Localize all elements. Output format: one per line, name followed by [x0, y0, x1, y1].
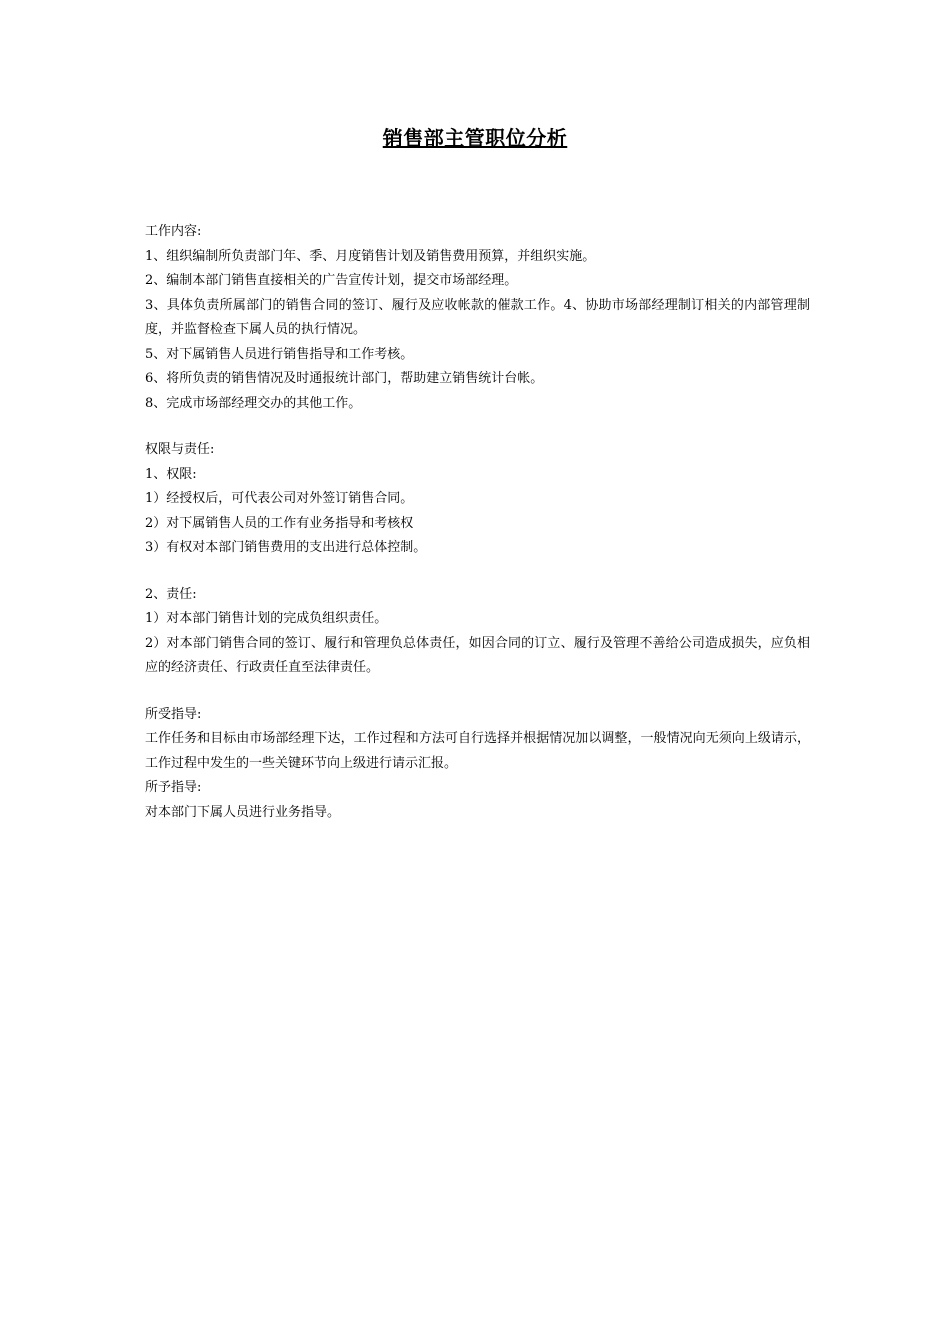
work-content-heading: 工作内容:	[145, 224, 202, 239]
responsibility-item-1: 1）对本部门销售计划的完成负组织责任。	[145, 611, 388, 626]
authority-item-3: 3）有权对本部门销售费用的支出进行总体控制。	[145, 540, 427, 555]
section-spacer	[145, 561, 810, 583]
work-item-1: 1、组织编制所负责部门年、季、月度销售计划及销售费用预算，并组织实施。	[145, 248, 596, 264]
work-item-3-4: 3、具体负责所属部门的销售合同的签订、履行及应收帐款的催款工作。4、协助市场部经理制订相关的内部管理制度，并监督检查下属人员的执行情况。	[145, 297, 810, 337]
document-body	[145, 220, 810, 825]
guidance-given-heading: 所予指导:	[145, 780, 202, 795]
authority-subheading: 1、权限:	[145, 466, 197, 482]
work-item-6: 6、将所负责的销售情况及时通报统计部门，帮助建立销售统计台帐。	[145, 371, 544, 386]
guidance-received-heading: 所受指导:	[145, 706, 202, 722]
responsibility-subheading: 2、责任:	[145, 586, 197, 602]
guidance-given-text: 对本部门下属人员进行业务指导。	[145, 804, 341, 820]
authority-item-1: 1）经授权后，可代表公司对外签订销售合同。	[145, 491, 414, 506]
authority-item-2: 2）对下属销售人员的工作有业务指导和考核权	[145, 515, 414, 531]
section-spacer	[145, 416, 810, 438]
work-item-5: 5、对下属销售人员进行销售指导和工作考核。	[145, 346, 414, 362]
authority-heading: 权限与责任:	[145, 442, 215, 457]
document-title: 销售部主管职位分析	[382, 126, 568, 150]
work-item-8: 8、完成市场部经理交办的其他工作。	[145, 395, 362, 411]
section-spacer	[145, 681, 810, 703]
guidance-received-text: 工作任务和目标由市场部经理下达，工作过程和方法可自行选择并根据情况加以调整，一般情况向无须向上级请示，工作过程中发生的一些关键环节向上级进行请示汇报。	[145, 731, 810, 771]
responsibility-item-2: 2）对本部门销售合同的签订、履行和管理负总体责任，如因合同的订立、履行及管理不善给公司造成损失，应负相应的经济责任、行政责任直至法律责任。	[145, 635, 810, 675]
work-item-2: 2、编制本部门销售直接相关的广告宣传计划，提交市场部经理。	[145, 273, 518, 288]
